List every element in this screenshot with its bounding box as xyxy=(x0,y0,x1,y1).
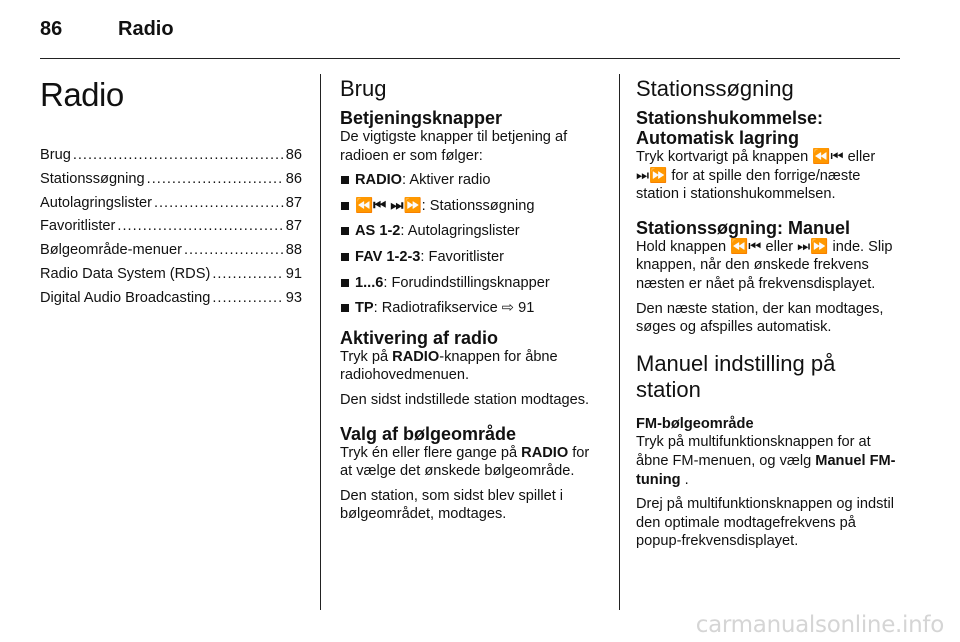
toc-leader-dots xyxy=(117,217,283,236)
running-title: Radio xyxy=(118,18,174,40)
control-key: TP xyxy=(355,300,374,317)
control-item xyxy=(340,248,602,267)
toc-entry-label: Stationssøgning xyxy=(40,170,145,187)
toc-entry-page: 87 xyxy=(285,194,302,211)
manual-text-2: Den næste station, der kan modtages, søges og afspilles automatisk. xyxy=(636,300,884,336)
control-desc: : Favoritlister xyxy=(420,248,504,265)
chapter-title: Radio xyxy=(40,76,124,113)
control-key: AS 1-2 xyxy=(355,223,401,240)
search-column xyxy=(636,76,904,557)
toc-entry-page: 91 xyxy=(285,265,302,282)
toc-entry-page: 88 xyxy=(285,242,302,259)
toc-column xyxy=(40,76,302,313)
control-key: ⏪⏮ ⏭⏩ xyxy=(355,197,422,214)
toc-entry[interactable] xyxy=(40,170,302,194)
control-desc: : Autolagringslister xyxy=(400,223,520,240)
toc-entry-label: Bølgeområde-menuer xyxy=(40,242,182,259)
control-key: RADIO xyxy=(355,172,403,189)
toc-entry[interactable] xyxy=(40,146,302,170)
brug-column xyxy=(340,76,602,530)
toc-entry[interactable] xyxy=(40,265,302,289)
toc-entry-label: Radio Data System (RDS) xyxy=(40,265,211,282)
page-header xyxy=(40,18,174,41)
toc-entry[interactable] xyxy=(40,241,302,265)
fm-heading: FM-bølgeområde xyxy=(636,415,754,432)
toc-entry-label: Brug xyxy=(40,147,71,163)
fm-text-2: Drej på multifunktionsknappen og indstil den optimale modtagefrekvens på popup-frekvensdisplayet. xyxy=(636,496,894,550)
activate-heading: Aktivering af radio xyxy=(340,327,499,348)
toc-entry[interactable] xyxy=(40,289,302,313)
control-desc: : Forudindstillingsknapper xyxy=(383,274,550,291)
toc-entry-page: 86 xyxy=(285,170,302,187)
control-desc: : Aktiver radio xyxy=(402,172,491,189)
header-rule xyxy=(40,58,900,59)
band-heading: Valg af bølgeområde xyxy=(340,423,517,444)
manual-fm-tuning-key: Manuel FM-tuning xyxy=(636,452,896,488)
controls-list xyxy=(340,171,602,318)
control-key: 1...6 xyxy=(355,274,384,291)
page-number: 86 xyxy=(40,18,63,40)
toc-entry-label: Digital Audio Broadcasting xyxy=(40,289,211,306)
tuning-title: Manuel indstilling på station xyxy=(636,350,836,402)
activate-text: Tryk på RADIO-knappen for åbne radiohovedmenuen. xyxy=(340,348,558,384)
band-text-2: Den station, som sidst blev spillet i bølgeområdet, modtages. xyxy=(340,487,564,523)
toc-entry-page: 87 xyxy=(285,218,302,235)
toc-list xyxy=(40,146,302,313)
memory-heading: Stationshukommelse: Automatisk lagring xyxy=(636,108,824,148)
control-desc: : Stationssøgning xyxy=(421,197,535,214)
control-item xyxy=(340,274,602,293)
section-title-brug: Brug xyxy=(340,76,387,101)
toc-entry-label: Favoritlister xyxy=(40,218,116,235)
activate-text-2: Den sidst indstillede station modtages. xyxy=(340,391,590,408)
toc-leader-dots xyxy=(212,289,283,308)
toc-leader-dots xyxy=(147,170,284,189)
controls-intro: De vigtigste knapper til betjening af radioen er som følger: xyxy=(340,129,568,164)
control-item xyxy=(340,171,602,190)
watermark: carmanualsonline.info xyxy=(695,612,944,638)
manual-text: Hold knappen ⏪⏮ eller ⏭⏩ inde. Slip knappen, når den ønskede frekvens næsten er nået på frekvensdisplayet. xyxy=(636,238,893,292)
toc-entry-page: 86 xyxy=(285,147,302,163)
radio-key: RADIO xyxy=(521,444,569,461)
manual-heading: Stationssøgning: Manuel xyxy=(636,217,850,238)
band-text: Tryk én eller flere gange på RADIO for at vælge det ønskede bølgeområde. xyxy=(340,444,590,480)
toc-leader-dots xyxy=(184,241,284,260)
toc-leader-dots xyxy=(212,265,283,284)
fm-text: Tryk på multifunktionsknappen for at åbne FM-menuen, og vælg Manuel FM-tuning . xyxy=(636,434,896,488)
control-item xyxy=(340,299,602,318)
column-divider-1 xyxy=(320,74,321,610)
toc-entry[interactable] xyxy=(40,217,302,241)
toc-entry-label: Autolagringslister xyxy=(40,194,152,211)
control-key: FAV 1-2-3 xyxy=(355,248,421,265)
toc-entry-page: 93 xyxy=(285,289,302,306)
memory-text: Tryk kortvarigt på knappen ⏪⏮ eller ⏭⏩ for at spille den forrige/næste station i stationshukommelsen. xyxy=(636,149,876,203)
toc-entry[interactable] xyxy=(40,194,302,218)
column-divider-2 xyxy=(619,74,620,610)
controls-heading: Betjeningsknapper xyxy=(340,108,503,128)
toc-leader-dots xyxy=(154,194,284,213)
section-title-search: Stationssøgning xyxy=(636,76,794,101)
control-desc: : Radiotrafikservice ⇨ 91 xyxy=(373,300,535,317)
control-item xyxy=(340,222,602,241)
control-item xyxy=(340,197,602,216)
toc-leader-dots xyxy=(73,146,284,165)
radio-key: RADIO xyxy=(392,348,440,365)
